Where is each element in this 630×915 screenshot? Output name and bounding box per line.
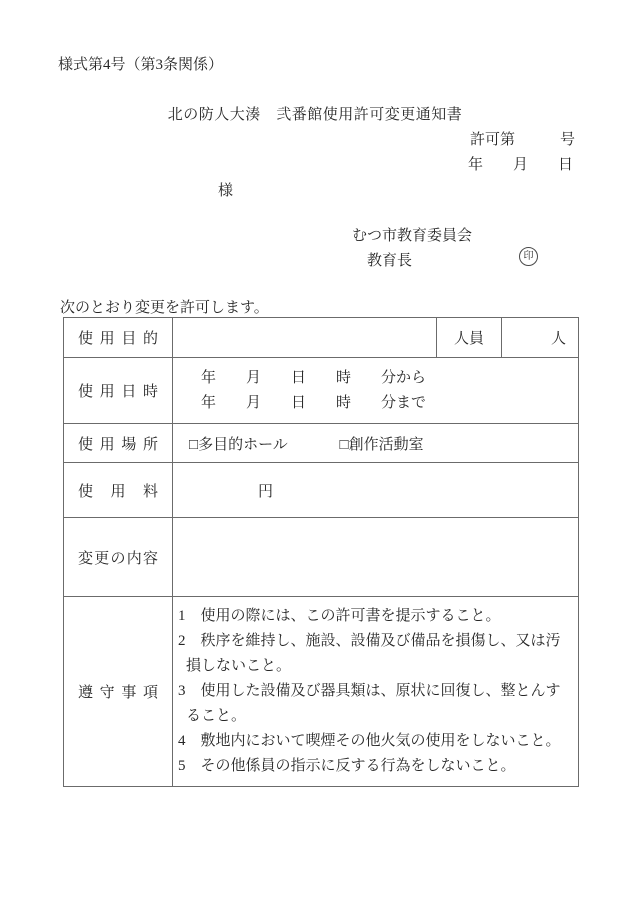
place-options-cell — [173, 424, 579, 463]
rule-item: 1 使用の際には、この許可書を提示すること。 — [178, 608, 501, 624]
place-option-studio-label: 創作活動室 — [348, 436, 424, 453]
form-number: 様式第4号（第3条関係） — [58, 57, 224, 73]
permit-number-line: 許可第 号 — [469, 132, 575, 148]
datetime-to-line: 年 月 日 時 分まで — [201, 394, 427, 411]
place-row — [64, 424, 579, 463]
purpose-label-cell — [64, 318, 173, 358]
rules-list-cell — [173, 597, 579, 787]
purpose-row — [64, 318, 579, 358]
place-option-studio — [340, 437, 424, 453]
page-title: 北の防人大湊 弐番館使用許可変更通知書 — [167, 107, 463, 123]
datetime-from-line: 年 月 日 時 分から — [201, 369, 427, 386]
rules-row — [64, 597, 579, 787]
fee-row — [64, 463, 579, 518]
issuer-organization: むつ市教育委員会 — [352, 228, 473, 244]
change-value-cell — [173, 518, 579, 597]
rule-item: 5 その他係員の指示に反する行為をしないこと。 — [178, 758, 516, 774]
rule-item: 4 敷地内において喫煙その他火気の使用をしないこと。 — [178, 733, 561, 749]
place-option-hall — [189, 437, 288, 453]
issue-date-line: 年 月 日 — [467, 157, 573, 173]
checkbox-icon: □ — [339, 436, 349, 453]
fee-label-cell — [64, 463, 173, 518]
rule-item: 3 使用した設備及び器具類は、原状に回復し、整とんすること。 — [178, 683, 561, 724]
change-label-cell — [64, 518, 173, 597]
addressee-honorific: 様 — [218, 183, 234, 199]
personnel-label-cell: 人員 — [437, 318, 502, 358]
purpose-value-cell — [173, 318, 437, 358]
fee-value-cell: 円 — [173, 463, 579, 518]
purpose-label: 使用目的 — [78, 331, 158, 347]
rules-label: 遵守事項 — [78, 685, 158, 701]
fee-label: 使 用 料 — [78, 483, 158, 500]
checkbox-icon: □ — [189, 436, 199, 453]
datetime-row — [64, 358, 579, 424]
change-row — [64, 518, 579, 597]
rules-label-cell — [64, 597, 173, 787]
place-option-hall-label: 多目的ホール — [198, 436, 288, 453]
datetime-value-cell — [173, 358, 579, 424]
seal-icon: 印 — [519, 247, 538, 266]
change-label: 変更の内容 — [78, 550, 158, 567]
permit-table — [63, 317, 579, 787]
rule-item: 2 秩序を維持し、施設、設備及び備品を損傷し、又は汚損しないこと。 — [178, 633, 561, 674]
datetime-label: 使用日時 — [78, 384, 158, 400]
issuer-title: 教育長 — [367, 253, 413, 269]
lead-sentence: 次のとおり変更を許可します。 — [60, 300, 269, 316]
place-label-cell — [64, 424, 173, 463]
personnel-value-cell: 人 — [502, 318, 579, 358]
datetime-label-cell — [64, 358, 173, 424]
place-label: 使用場所 — [78, 436, 158, 453]
